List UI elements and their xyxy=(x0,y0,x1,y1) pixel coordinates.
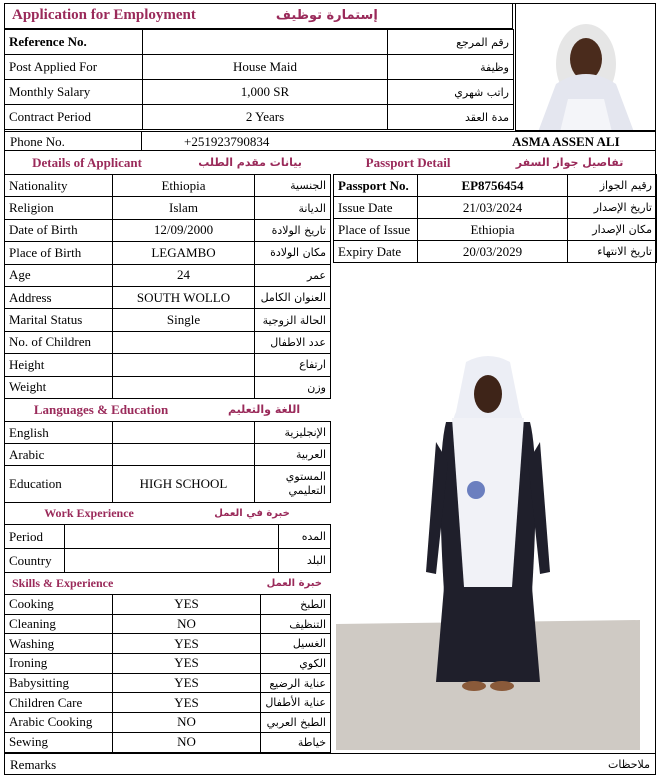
languages-title-en: Languages & Education xyxy=(33,401,169,417)
arabic-label-cell: مكان الإصدار xyxy=(568,219,657,241)
table-row xyxy=(5,197,331,219)
arabic-label-cell: الديانة xyxy=(255,197,331,219)
skills-title-ar: خبرة العمل xyxy=(266,577,322,589)
value-cell xyxy=(113,422,255,444)
arabic-label-cell: التنظيف xyxy=(261,614,331,634)
arabic-label-cell: المستوي التعليمي xyxy=(255,466,331,503)
table-row xyxy=(5,242,331,264)
label-cell: Babysitting xyxy=(5,673,113,693)
arabic-label-cell: خياطة xyxy=(261,732,331,752)
arabic-label-cell: رقيم الجواز xyxy=(568,175,657,197)
arabic-label-cell: المده xyxy=(279,525,331,549)
value-cell: Ethiopia xyxy=(418,219,568,241)
table-row xyxy=(5,219,331,241)
label-cell: Address xyxy=(5,286,113,308)
work-section-header xyxy=(4,502,330,524)
arabic-label-cell: العنوان الكامل xyxy=(255,286,331,308)
label-cell: Period xyxy=(5,525,65,549)
value-cell: NO xyxy=(113,732,261,752)
value-cell xyxy=(113,331,255,353)
value-cell: YES xyxy=(113,693,261,713)
passport-section-header xyxy=(333,151,656,174)
passport-title-en: Passport Detail xyxy=(365,154,451,170)
table-row xyxy=(334,175,657,197)
applicant-full-body-photo xyxy=(336,352,640,750)
table-row xyxy=(334,197,657,219)
passport-table xyxy=(333,174,657,263)
value-cell: YES xyxy=(113,654,261,674)
arabic-label-cell: رقم المرجع xyxy=(388,30,514,55)
value-cell: LEGAMBO xyxy=(113,242,255,264)
label-cell: Place of Birth xyxy=(5,242,113,264)
arabic-label-cell: الطبخ العربي xyxy=(261,713,331,733)
value-cell: House Maid xyxy=(143,55,388,80)
phone-label: Phone No. xyxy=(10,134,65,149)
details-section-header xyxy=(4,151,330,174)
label-cell: Nationality xyxy=(5,175,113,197)
value-cell: YES xyxy=(113,673,261,693)
arabic-label-cell: تاريخ الإصدار xyxy=(568,197,657,219)
table-row xyxy=(5,376,331,398)
value-cell: Islam xyxy=(113,197,255,219)
table-row xyxy=(5,105,514,130)
label-cell: English xyxy=(5,422,113,444)
table-row xyxy=(5,422,331,444)
value-cell: EP8756454 xyxy=(418,175,568,197)
value-cell: NO xyxy=(113,713,261,733)
languages-section-header xyxy=(4,398,330,421)
label-cell: Marital Status xyxy=(5,309,113,331)
table-row xyxy=(5,614,331,634)
label-cell: Age xyxy=(5,264,113,286)
form-title-en: Application for Employment xyxy=(12,7,196,23)
label-cell: Contract Period xyxy=(5,105,143,130)
value-cell: YES xyxy=(113,634,261,654)
applicant-name: ASMA ASSEN ALI xyxy=(512,134,620,149)
work-title-ar: خبرة في العمل xyxy=(214,507,290,519)
table-row xyxy=(5,654,331,674)
value-cell xyxy=(65,525,279,549)
value-cell: 2 Years xyxy=(143,105,388,130)
table-row xyxy=(5,693,331,713)
label-cell: Date of Birth xyxy=(5,219,113,241)
table-row xyxy=(5,309,331,331)
languages-table xyxy=(4,421,331,503)
table-row xyxy=(5,354,331,376)
value-cell: 24 xyxy=(113,264,255,286)
arabic-label-cell: الطبخ xyxy=(261,595,331,615)
arabic-label-cell: مكان الولادة xyxy=(255,242,331,264)
table-row xyxy=(5,331,331,353)
top-info-table xyxy=(4,29,514,130)
label-cell: Passport No. xyxy=(334,175,418,197)
languages-title-ar: اللغة والتعليم xyxy=(227,403,301,416)
table-row xyxy=(5,549,331,573)
arabic-label-cell: وظيفة xyxy=(388,55,514,80)
value-cell: 1,000 SR xyxy=(143,80,388,105)
passport-title-ar: تفاصيل جواز السفر xyxy=(515,156,624,169)
value-cell xyxy=(113,444,255,466)
skills-table xyxy=(4,594,331,753)
form-title-ar: إستمارة توظيف xyxy=(275,8,378,23)
arabic-label-cell: راتب شهري xyxy=(388,80,514,105)
table-row xyxy=(5,713,331,733)
arabic-label-cell: الإنجليزية xyxy=(255,422,331,444)
value-cell: HIGH SCHOOL xyxy=(113,466,255,503)
table-row xyxy=(5,175,331,197)
arabic-label-cell: البلد xyxy=(279,549,331,573)
remarks-label-ar: ملاحظات xyxy=(608,758,650,771)
label-cell: Expiry Date xyxy=(334,241,418,263)
label-cell: No. of Children xyxy=(5,331,113,353)
remarks-row xyxy=(4,753,656,775)
label-cell: Arabic xyxy=(5,444,113,466)
value-cell xyxy=(65,549,279,573)
table-row xyxy=(5,30,514,55)
value-cell: SOUTH WOLLO xyxy=(113,286,255,308)
arabic-label-cell: الغسيل xyxy=(261,634,331,654)
label-cell: Reference No. xyxy=(5,30,143,55)
label-cell: Ironing xyxy=(5,654,113,674)
table-row xyxy=(334,219,657,241)
arabic-label-cell: عدد الاطفال xyxy=(255,331,331,353)
arabic-label-cell: مدة العقد xyxy=(388,105,514,130)
table-row xyxy=(5,444,331,466)
table-row xyxy=(5,595,331,615)
work-title-en: Work Experience xyxy=(44,505,134,520)
arabic-label-cell: العربية xyxy=(255,444,331,466)
label-cell: Weight xyxy=(5,376,113,398)
value-cell: Single xyxy=(113,309,255,331)
arabic-label-cell: الكوي xyxy=(261,654,331,674)
arabic-label-cell: عناية الرضيع xyxy=(261,673,331,693)
phone-value: +251923790834 xyxy=(184,134,270,149)
label-cell: Issue Date xyxy=(334,197,418,219)
value-cell: NO xyxy=(113,614,261,634)
table-row xyxy=(334,241,657,263)
arabic-label-cell: تاريخ الانتهاء xyxy=(568,241,657,263)
label-cell: Cooking xyxy=(5,595,113,615)
table-row xyxy=(5,466,331,503)
table-row xyxy=(5,673,331,693)
table-row xyxy=(5,286,331,308)
label-cell: Arabic Cooking xyxy=(5,713,113,733)
value-cell: YES xyxy=(113,595,261,615)
details-title-en: Details of Applicant xyxy=(32,154,142,170)
value-cell xyxy=(113,376,255,398)
work-table xyxy=(4,524,331,573)
arabic-label-cell: عمر xyxy=(255,264,331,286)
label-cell: Cleaning xyxy=(5,614,113,634)
value-cell: Ethiopia xyxy=(113,175,255,197)
label-cell: Religion xyxy=(5,197,113,219)
details-title-ar: بيانات مقدم الطلب xyxy=(198,156,302,169)
arabic-label-cell: ارتفاع xyxy=(255,354,331,376)
label-cell: Sewing xyxy=(5,732,113,752)
arabic-label-cell: عناية الأطفال xyxy=(261,693,331,713)
arabic-label-cell: وزن xyxy=(255,376,331,398)
phone-row xyxy=(4,131,656,151)
table-row xyxy=(5,80,514,105)
value-cell: 21/03/2024 xyxy=(418,197,568,219)
value-cell: 20/03/2029 xyxy=(418,241,568,263)
label-cell: Monthly Salary xyxy=(5,80,143,105)
phone-divider xyxy=(141,131,142,151)
details-table xyxy=(4,174,331,399)
remarks-label: Remarks xyxy=(10,757,57,772)
label-cell: Children Care xyxy=(5,693,113,713)
form-header xyxy=(4,3,513,29)
label-cell: Height xyxy=(5,354,113,376)
value-cell xyxy=(113,354,255,376)
arabic-label-cell: الجنسية xyxy=(255,175,331,197)
applicant-portrait-photo xyxy=(515,3,656,131)
table-row xyxy=(5,732,331,752)
table-row xyxy=(5,525,331,549)
table-row xyxy=(5,55,514,80)
label-cell: Education xyxy=(5,466,113,503)
skills-section-header xyxy=(4,572,330,594)
label-cell: Washing xyxy=(5,634,113,654)
label-cell: Post Applied For xyxy=(5,55,143,80)
arabic-label-cell: الحالة الزوجية xyxy=(255,309,331,331)
table-row xyxy=(5,264,331,286)
table-row xyxy=(5,634,331,654)
value-cell: 12/09/2000 xyxy=(113,219,255,241)
label-cell: Place of Issue xyxy=(334,219,418,241)
arabic-label-cell: تاريخ الولادة xyxy=(255,219,331,241)
skills-title-en: Skills & Experience xyxy=(12,575,114,590)
label-cell: Country xyxy=(5,549,65,573)
value-cell xyxy=(143,30,388,55)
